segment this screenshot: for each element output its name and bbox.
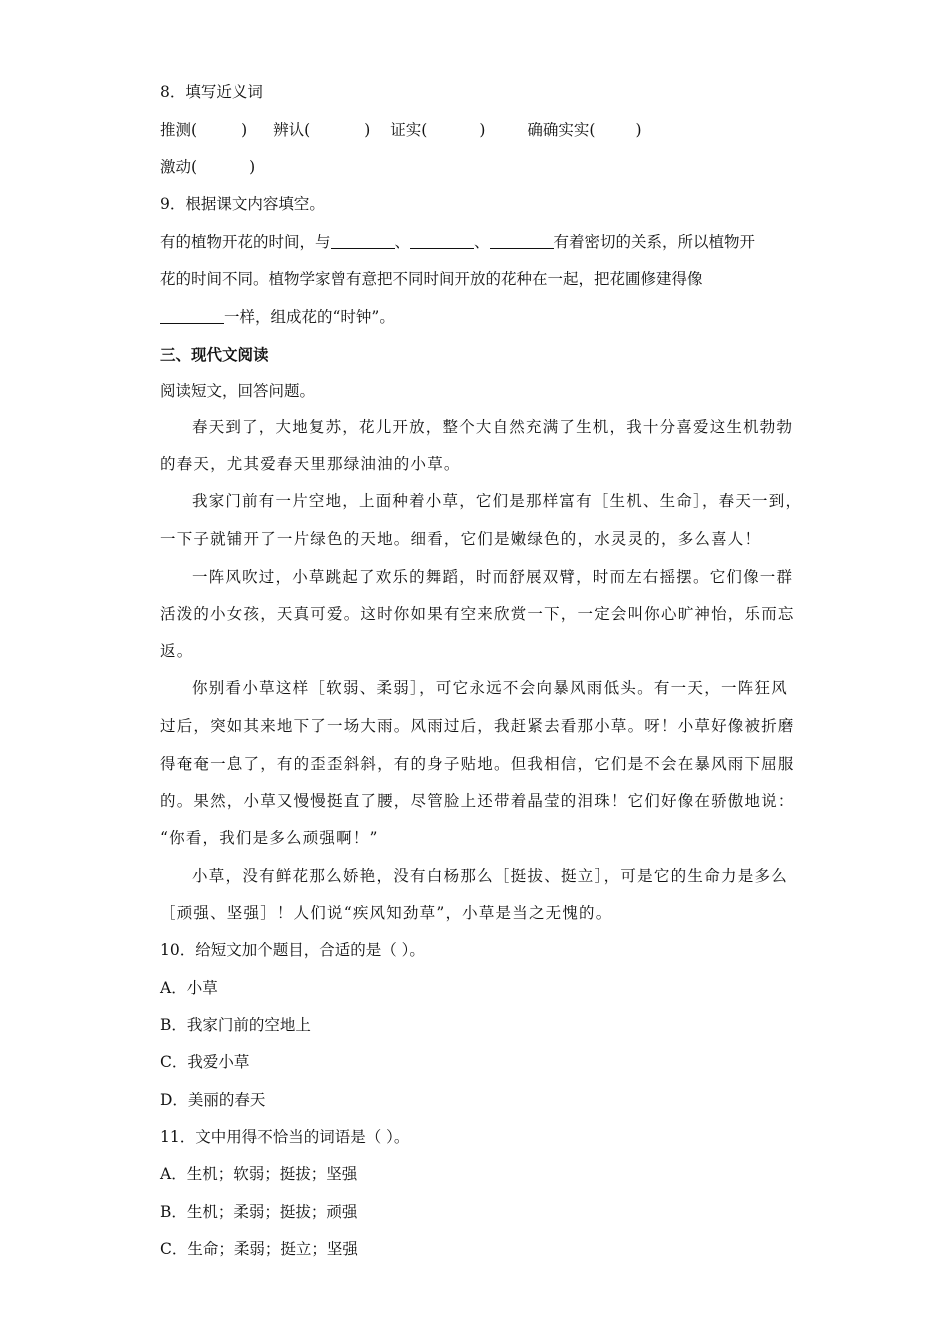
- passage-line: 过后，突如其来地下了一场大雨。风雨过后，我赶紧去看那小草。呀！小草好像被折磨: [160, 717, 795, 735]
- passage-line: 得奄奄一息了，有的歪歪斜斜，有的身子贴地。但我相信，它们是不会在暴风雨下屈服: [160, 755, 795, 773]
- word-tuice: 推测(: [160, 121, 198, 139]
- q10-stem: 10．给短文加个题目，合适的是（ ）。: [160, 941, 425, 959]
- word-zhengshi: 证实(: [390, 121, 428, 139]
- passage-line: 的。果然，小草又慢慢挺直了腰，尽管脸上还带着晶莹的泪珠！它们好像在骄傲地说：: [160, 792, 795, 810]
- passage-line: ［顽强、坚强］！人们说“疾风知劲草”，小草是当之无愧的。: [160, 904, 613, 922]
- q10-option-d[interactable]: D．美丽的春天: [160, 1091, 266, 1109]
- fill-blank[interactable]: [331, 232, 395, 249]
- fill-blank[interactable]: [410, 232, 474, 249]
- passage-line: 一下子就铺开了一片绿色的天地。细看，它们是嫩绿色的，水灵灵的，多么喜人！: [160, 530, 762, 548]
- passage-line: 我家门前有一片空地，上面种着小草，它们是那样富有［生机、生命］，春天一到，: [192, 492, 803, 510]
- passage-line: 返。: [160, 642, 194, 660]
- passage-line: 小草，没有鲜花那么娇艳，没有白杨那么［挺拔、挺立］，可是它的生命力是多么: [192, 867, 788, 885]
- passage-line: 活泼的小女孩，天真可爱。这时你如果有空来欣赏一下，一定会叫你心旷神怡，乐而忘: [160, 605, 795, 623]
- fill-blank[interactable]: [160, 307, 224, 324]
- passage-line: “你看，我们是多么顽强啊！”: [160, 829, 379, 847]
- word-bianren: 辨认(: [273, 121, 311, 139]
- q11-option-c[interactable]: C．生命；柔弱；挺立；坚强: [160, 1240, 358, 1258]
- passage-line: 的春天，尤其爱春天里那绿油油的小草。: [160, 455, 461, 473]
- q11-stem: 11．文中用得不恰当的词语是（ ）。: [160, 1128, 410, 1146]
- q9-line2: 花的时间不同。植物学家曾有意把不同时间开放的花种在一起，把花圃修建得像: [160, 270, 703, 288]
- reading-intro: 阅读短文，回答问题。: [160, 382, 316, 400]
- q8-row1: 推测( ) 辨认( ) 证实( ) 确确实实( ): [160, 121, 642, 139]
- section-heading: 三、现代文阅读: [160, 345, 269, 364]
- word-jidong: 激动(: [160, 158, 198, 176]
- q9-line1: 有的植物开花的时间，与 、 、 有着密切的关系，所以植物开: [160, 233, 756, 251]
- q10-option-a[interactable]: A．小草: [160, 979, 218, 997]
- q9-line3: 一样，组成花的“时钟”。: [160, 307, 395, 327]
- q9-title: 9．根据课文内容填空。: [160, 195, 325, 213]
- passage-line: 你别看小草这样［软弱、柔弱］，可它永远不会向暴风雨低头。有一天，一阵狂风: [192, 679, 788, 697]
- fill-blank[interactable]: [490, 232, 554, 249]
- q10-option-c[interactable]: C．我爱小草: [160, 1053, 250, 1071]
- q8-row2: 激动( ): [160, 158, 256, 176]
- q11-option-b[interactable]: B．生机；柔弱；挺拔；顽强: [160, 1203, 358, 1221]
- q8-title: 8．填写近义词: [160, 83, 263, 101]
- q11-option-a[interactable]: A．生机；软弱；挺拔；坚强: [160, 1165, 358, 1183]
- word-quequeshishi: 确确实实(: [527, 121, 596, 139]
- passage-line: 春天到了，大地复苏，花儿开放，整个大自然充满了生机，我十分喜爱这生机勃勃: [192, 418, 794, 436]
- passage-line: 一阵风吹过，小草跳起了欢乐的舞蹈，时而舒展双臂，时而左右摇摆。它们像一群: [192, 568, 794, 586]
- q10-option-b[interactable]: B．我家门前的空地上: [160, 1016, 311, 1034]
